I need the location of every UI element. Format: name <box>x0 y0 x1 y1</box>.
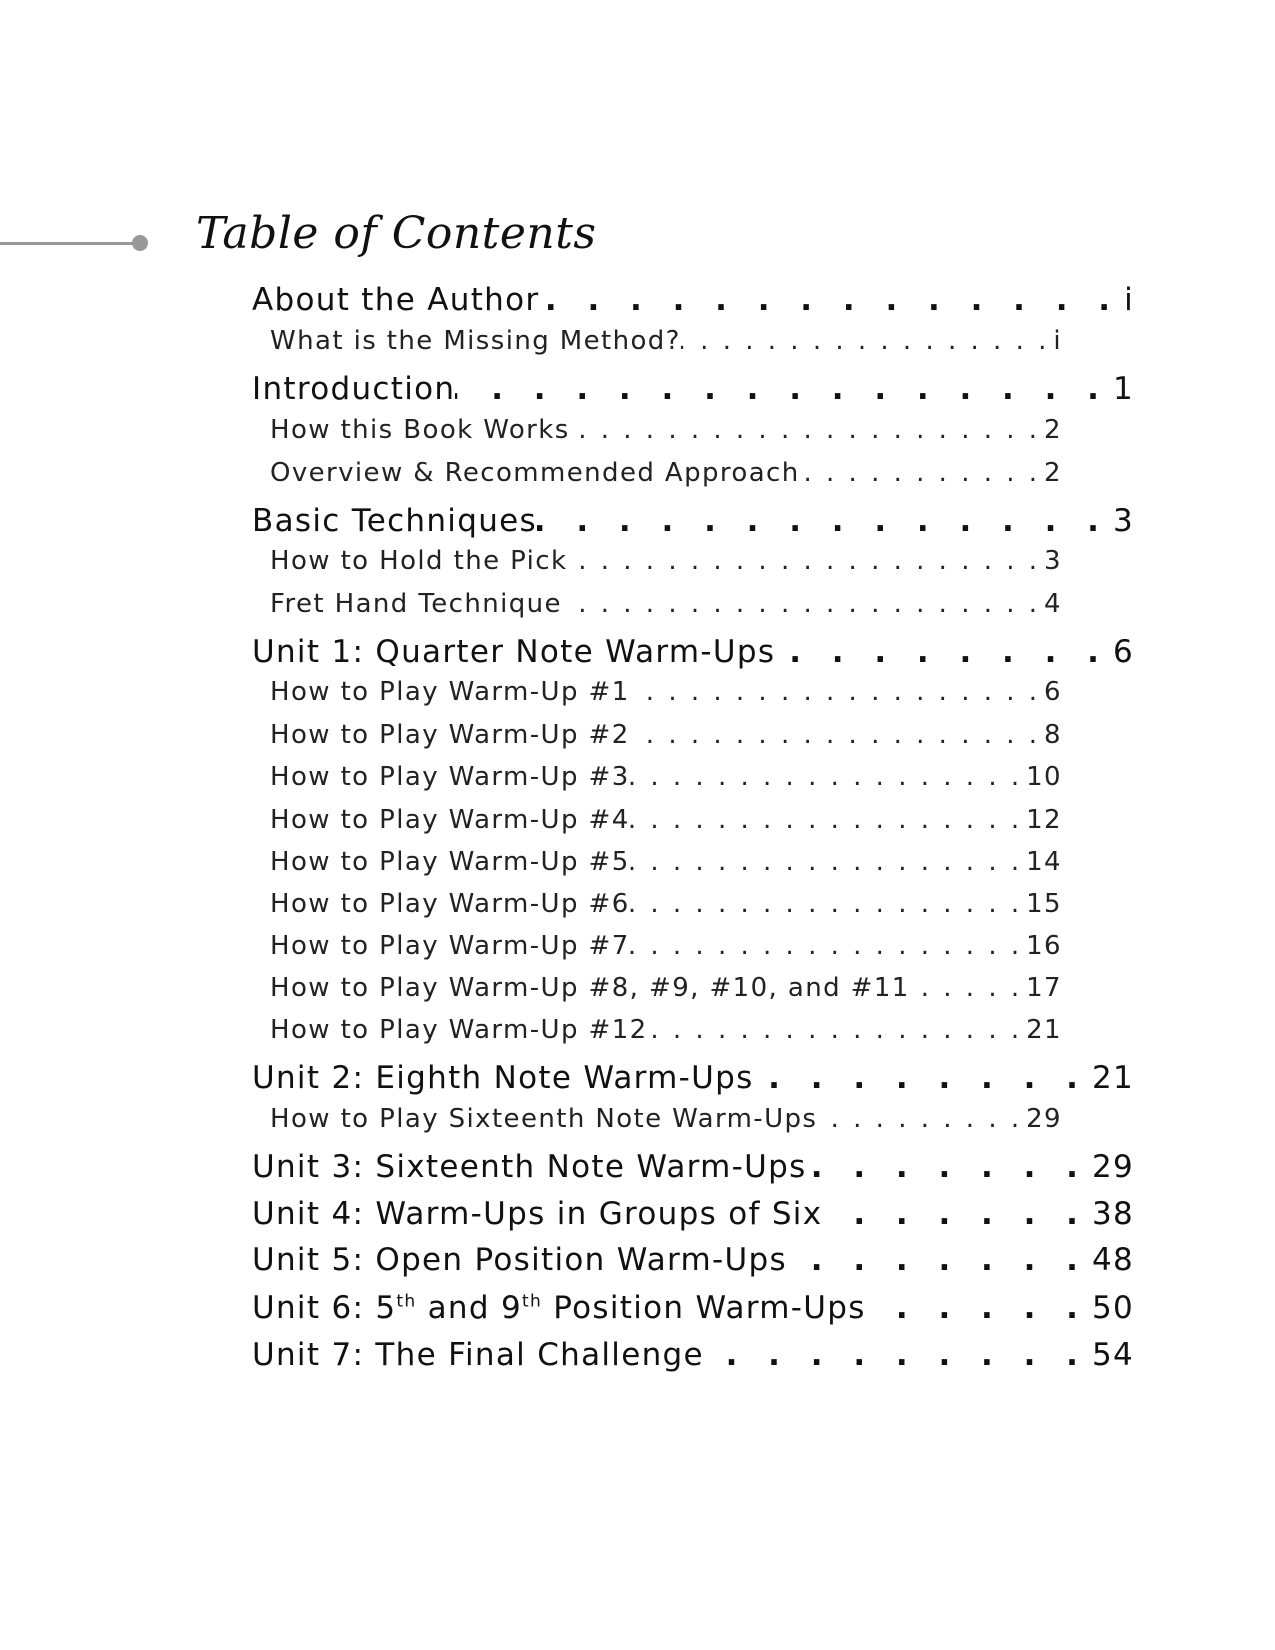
dot-leader <box>807 1149 1088 1185</box>
dot-leader <box>630 805 1022 835</box>
toc-subsection-entry <box>270 1015 1062 1045</box>
page-number: 29 <box>1091 1149 1134 1185</box>
dot-leader <box>570 415 1040 445</box>
toc-subsection-entry <box>270 546 1062 576</box>
toc-section-entry <box>252 1337 1134 1373</box>
dot-leader <box>787 1242 1088 1278</box>
ordinal-suffix: th <box>396 1291 417 1312</box>
toc-subsection-entry <box>270 931 1062 961</box>
page-number: 16 <box>1026 931 1062 961</box>
dot-leader <box>537 503 1109 539</box>
entry-title: How to Play Warm-Up #8, #9, #10, and #11 <box>270 973 910 1003</box>
dot-leader <box>630 720 1040 750</box>
toc-section-entry <box>252 371 1134 407</box>
dot-leader <box>800 458 1040 488</box>
page-number: 6 <box>1112 634 1134 670</box>
toc-subsection-entry <box>270 973 1062 1003</box>
entry-title-part: and 9 <box>416 1290 523 1326</box>
toc-section-entry <box>252 282 1134 318</box>
page-number: 6 <box>1044 677 1062 707</box>
toc-section-entry <box>252 634 1134 670</box>
page-number: 54 <box>1091 1337 1134 1373</box>
dot-leader <box>630 889 1022 919</box>
dot-leader <box>817 1104 1022 1134</box>
entry-title: How to Play Sixteenth Note Warm-Ups <box>270 1104 818 1134</box>
entry-title: Unit 4: Warm-Ups in Groups of Six <box>252 1196 823 1232</box>
page-number: 48 <box>1091 1242 1134 1278</box>
dot-leader <box>822 1196 1088 1232</box>
entry-title <box>252 1290 866 1326</box>
toc-section-entry <box>252 1060 1134 1096</box>
page-number: 21 <box>1026 1015 1062 1045</box>
page-number: 1 <box>1112 371 1134 407</box>
dot-leader <box>630 931 1022 961</box>
dot-leader <box>630 847 1022 877</box>
page-number: 8 <box>1044 720 1062 750</box>
entry-title: How to Play Warm-Up #3 <box>270 762 630 792</box>
toc-section-entry <box>252 1290 1134 1326</box>
toc-subsection-entry <box>270 458 1062 488</box>
page-number: 14 <box>1026 847 1062 877</box>
page-number: 3 <box>1044 546 1062 576</box>
page-number: 2 <box>1044 458 1062 488</box>
entry-title: How to Play Warm-Up #4 <box>270 805 630 835</box>
toc-subsection-entry <box>270 889 1062 919</box>
entry-title: How this Book Works <box>270 415 570 445</box>
toc-section-entry <box>252 1242 1134 1278</box>
entry-title: Unit 7: The Final Challenge <box>252 1337 704 1373</box>
entry-title: How to Hold the Pick <box>270 546 568 576</box>
toc-subsection-entry <box>270 415 1062 445</box>
dot-leader <box>754 1060 1088 1096</box>
entry-title: About the Author <box>252 282 540 318</box>
dot-leader <box>910 973 1022 1003</box>
page-number: 21 <box>1091 1060 1134 1096</box>
toc-subsection-entry <box>270 1104 1062 1134</box>
dot-leader <box>567 546 1040 576</box>
dot-leader <box>866 1290 1088 1326</box>
toc-subsection-entry <box>270 847 1062 877</box>
entry-title: Unit 5: Open Position Warm-Ups <box>252 1242 787 1278</box>
entry-title: How to Play Warm-Up #5 <box>270 847 630 877</box>
entry-title: How to Play Warm-Up #7 <box>270 931 630 961</box>
page-number: 4 <box>1044 589 1062 619</box>
ordinal-suffix: th <box>522 1291 543 1312</box>
entry-title: How to Play Warm-Up #12 <box>270 1015 648 1045</box>
entry-title: Unit 2: Eighth Note Warm-Ups <box>252 1060 754 1096</box>
entry-title: Overview & Recommended Approach <box>270 458 800 488</box>
dot-leader <box>775 634 1109 670</box>
page-number: 29 <box>1026 1104 1062 1134</box>
toc-subsection-entry <box>270 677 1062 707</box>
dot-leader <box>648 1015 1022 1045</box>
entry-title-part: Unit 6: 5 <box>252 1290 397 1326</box>
toc-section-entry <box>252 503 1134 539</box>
page-number: 17 <box>1026 973 1062 1003</box>
entry-title: Basic Techniques <box>252 503 537 539</box>
dot-leader <box>455 371 1109 407</box>
toc-subsection-entry <box>270 589 1062 619</box>
page-number: 10 <box>1026 762 1062 792</box>
toc-subsection-entry <box>270 762 1062 792</box>
entry-title: Unit 1: Quarter Note Warm-Ups <box>252 634 776 670</box>
entry-title: How to Play Warm-Up #6 <box>270 889 630 919</box>
entry-title: How to Play Warm-Up #2 <box>270 720 630 750</box>
page-number: 38 <box>1091 1196 1134 1232</box>
dot-leader <box>704 1337 1088 1373</box>
entry-title-part: Position Warm-Ups <box>542 1290 866 1326</box>
entry-title: What is the Missing Method? <box>270 326 681 356</box>
page-number: 15 <box>1026 889 1062 919</box>
toc-subsection-entry <box>270 805 1062 835</box>
toc-section-entry <box>252 1196 1134 1232</box>
page-number: 12 <box>1026 805 1062 835</box>
entry-title: Fret Hand Technique <box>270 589 562 619</box>
toc-subsection-entry <box>270 326 1062 356</box>
page-number: 2 <box>1044 415 1062 445</box>
entry-title: Unit 3: Sixteenth Note Warm-Ups <box>252 1149 807 1185</box>
entry-title: Introduction <box>252 371 456 407</box>
dot-leader <box>630 677 1040 707</box>
page-title: Table of Contents <box>196 208 597 259</box>
page-number: i <box>1053 326 1062 356</box>
toc-subsection-entry <box>270 720 1062 750</box>
entry-title: How to Play Warm-Up #1 <box>270 677 630 707</box>
toc-section-entry <box>252 1149 1134 1185</box>
dot-leader <box>681 326 1049 356</box>
dot-leader <box>630 762 1022 792</box>
page-number: i <box>1124 282 1134 318</box>
dot-leader <box>562 589 1040 619</box>
dot-leader <box>539 282 1120 318</box>
page-number: 3 <box>1112 503 1134 539</box>
page-number: 50 <box>1091 1290 1134 1326</box>
